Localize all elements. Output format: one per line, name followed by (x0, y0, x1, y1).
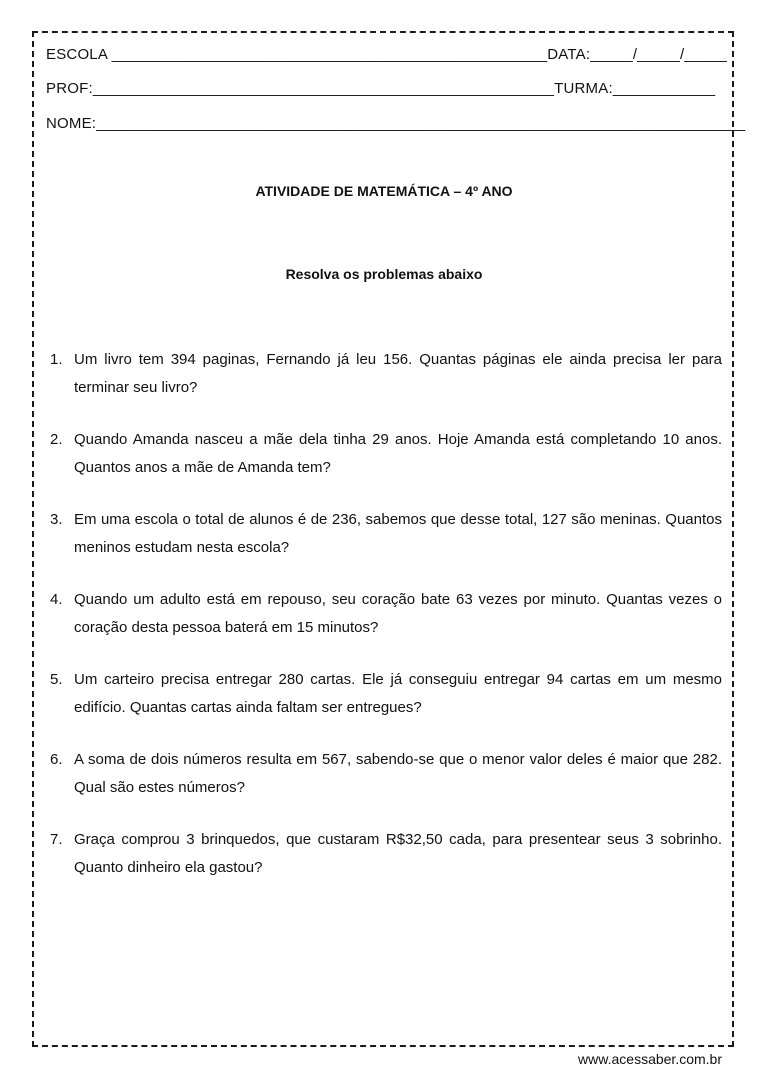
problem-text: Em uma escola o total de alunos é de 236, sabemos que desse total, 127 são meninas. Quantos meninos estudam nesta escola? (74, 511, 722, 556)
problem-number: 4. (50, 591, 63, 608)
problem-text: Graça comprou 3 brinquedos, que custaram R$32,50 cada, para presentear seus 3 sobrinho. Quanto dinheiro ela gastou? (74, 831, 722, 876)
problem-number: 5. (50, 671, 63, 688)
problem-number: 3. (50, 511, 63, 528)
problem-item (50, 506, 722, 562)
problem-number: 6. (50, 751, 63, 768)
problem-item (50, 426, 722, 482)
header-prof-line: PROF:______________________________________________________TURMA:____________ (46, 80, 716, 97)
problem-text: Um carteiro precisa entregar 280 cartas. Ele já conseguiu entregar 94 cartas em um mesmo edifício. Quantas cartas ainda faltam ser entregues? (74, 671, 722, 716)
footer-website[interactable]: www.acessaber.com.br (578, 1051, 722, 1067)
header-nome-line: NOME:____________________________________________________________________________ (46, 115, 746, 132)
problem-number: 7. (50, 831, 63, 848)
problem-text: Um livro tem 394 paginas, Fernando já leu 156. Quantas páginas ele ainda precisa ler para terminar seu livro? (74, 351, 722, 396)
problem-item (50, 826, 722, 882)
problem-text: Quando um adulto está em repouso, seu coração bate 63 vezes por minuto. Quantas vezes o coração desta pessoa baterá em 15 minutos? (74, 591, 722, 636)
problem-item (50, 346, 722, 402)
page-title: ATIVIDADE DE MATEMÁTICA – 4º ANO (255, 183, 513, 199)
problem-item (50, 746, 722, 802)
page-subtitle: Resolva os problemas abaixo (285, 266, 483, 282)
problem-number: 2. (50, 431, 63, 448)
problem-text: Quando Amanda nasceu a mãe dela tinha 29 anos. Hoje Amanda está completando 10 anos. Quantos anos a mãe de Amanda tem? (74, 431, 722, 476)
problem-number: 1. (50, 351, 63, 368)
problem-text: A soma de dois números resulta em 567, sabendo-se que o menor valor deles é maior que 282. Qual são estes números? (74, 751, 722, 796)
problem-item (50, 666, 722, 722)
problem-list (50, 346, 722, 906)
header-escola-line: ESCOLA ___________________________________________________DATA:_____/_____/_____ (46, 46, 728, 63)
problem-item (50, 586, 722, 642)
